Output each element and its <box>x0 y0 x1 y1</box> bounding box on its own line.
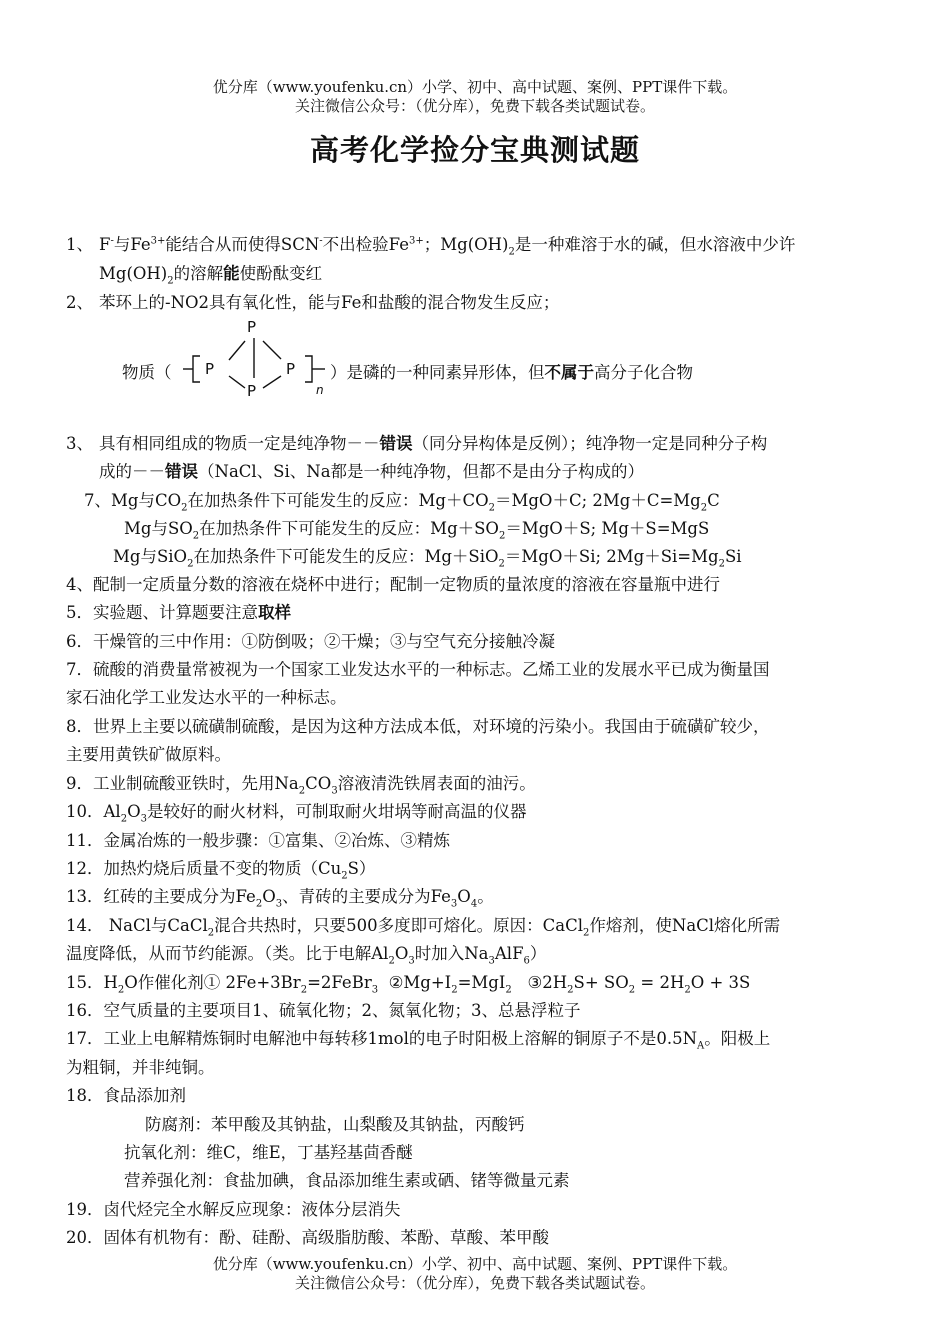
footer-line-2: 关注微信公众号：（优分库），免费下载各类试题试卷。 <box>294 1274 655 1292</box>
item-8-line-2: 主要用黄铁矿做原料。 <box>66 745 231 764</box>
item-14-line-1: 14． NaCl与CaCl$_2$混合共热时，只要500多度即可熔化。原因：CaCl$_2$作熔剂，使NaCl熔化所需 <box>66 916 781 939</box>
item-11: 11．金属冶炼的一般步骤：①富集、②冶炼、③精炼 <box>66 831 450 850</box>
item-2-text: 苯环上的-NO2具有氧化性，能与Fe和盐酸的混合物发生反应； <box>99 293 560 312</box>
item-7-so2: Mg与$SO_2$在加热条件下可能发生的反应：$Mg+SO_2=MgO+S$; Mg＋S=MgS <box>124 519 710 542</box>
item-12: 12．加热灼烧后质量不变的物质$(Cu_2S)$ <box>66 859 376 882</box>
item-7b-line-1: 7．硫酸的消费量常被视为一个国家工业发达水平的一种标志。乙烯工业的发展水平已成为衡量国 <box>66 660 770 679</box>
atom-p-bottom: P <box>247 382 257 398</box>
page-title: 高考化学捡分宝典测试题 <box>309 133 640 167</box>
item-9: 9．工业制硫酸亚铁时，先用$Na_2CO_3$溶液清洗铁屑表面的油污。 <box>66 774 536 797</box>
item-8-line-1: 8．世界上主要以硫磺制硫酸，是因为这种方法成本低，对环境的污染小。我国由于硫磺矿较少， <box>66 717 770 736</box>
item-1-line-2: $Mg(OH)_2$的溶解能使酚酞变红 <box>99 264 323 287</box>
item-13: 13．红砖的主要成分为$Fe_2O_3$、青砖的主要成分为$Fe_3O_4$。 <box>66 887 494 910</box>
repeat-unit-n: n <box>316 383 324 397</box>
item-17-line-2: 为粗铜，并非纯铜。 <box>66 1058 215 1077</box>
item-17-line-1: 17．工业上电解精炼铜时电解池中每转移1mol的电子时阳极上溶解的铜原子不是$0.5N_A$。阳极上 <box>66 1029 771 1052</box>
footer-line-1: 优分库（www.youfenku.cn）小学、初中、高中试题、案例、PPT课件下载。 <box>212 1255 738 1273</box>
item-16: 16．空气质量的主要项目1、硫氧化物；2、氮氧化物；3、总悬浮粒子 <box>66 1001 581 1020</box>
item-19: 19．卤代烃完全水解反应现象：液体分层消失 <box>66 1200 401 1219</box>
item-15: 15．$H_2O$作催化剂① $2Fe+3Br_2=2FeBr_3$ $②Mg+I_2=MgI_2$ $③2H_2S+ SO_2 = 2H_2O + 3S$ <box>66 973 751 996</box>
item-20: 20．固体有机物有：酚、硅酚、高级脂肪酸、苯酚、草酸、苯甲酸 <box>66 1228 549 1247</box>
item-1-line-1: F-与$Fe^{3+}$能结合从而使得SCN-不出检验$Fe^{3+}$；$Mg(OH)_2$是一种难溶于水的碱，但水溶液中少许 <box>99 235 796 258</box>
item-2-number: 2、 <box>66 293 93 312</box>
item-7-sio2: Mg与SiO$_2$在加热条件下可能发生的反应：Mg＋SiO$_2$＝MgO＋Si; $2Mg+Si=Mg_2Si$ <box>113 547 742 570</box>
item-3-number: 3、 <box>66 434 93 453</box>
item-10: 10．$Al_2O_3$是较好的耐火材料，可制取耐火坩埚等耐高温的仪器 <box>66 802 527 825</box>
item-14-line-2: 温度降低，从而节约能源。（类。比于电解$Al_2O_3$时加入$Na_3AlF_6$） <box>66 944 547 967</box>
item-5: 5．实验题、计算题要注意取样 <box>66 603 291 622</box>
header-line-2: 关注微信公众号：（优分库），免费下载各类试题试卷。 <box>294 97 655 115</box>
item-3-line-1: 具有相同组成的物质一定是纯净物－－错误（同分异构体是反例）；纯净物一定是同种分子构 <box>99 434 768 453</box>
item-18-title: 18．食品添加剂 <box>66 1086 186 1105</box>
item-18-preservatives: 防腐剂：苯甲酸及其钠盐，山梨酸及其钠盐，丙酸钙 <box>145 1115 525 1134</box>
substance-prefix: 物质（ <box>122 363 172 382</box>
item-18-antioxidants: 抗氧化剂：维C，维E，丁基羟基茴香醚 <box>124 1143 413 1162</box>
phosphorus-polymer-structure <box>183 316 343 398</box>
item-1-number: 1、 <box>66 235 93 254</box>
item-4: 4、配制一定质量分数的溶液在烧杯中进行；配制一定物质的量浓度的溶液在容量瓶中进行 <box>66 575 720 594</box>
header-line-1: 优分库（www.youfenku.cn）小学、初中、高中试题、案例、PPT课件下载。 <box>212 78 738 96</box>
atom-p-left: P <box>205 360 215 378</box>
atom-p-top: P <box>247 318 257 336</box>
item-3-line-2: 成的－－错误（NaCl、Si、Na都是一种纯净物，但都不是由分子构成的） <box>99 462 645 481</box>
item-7-co2: 7、Mg与$CO_2$在加热条件下可能发生的反应：$Mg+CO_2=MgO+C$; $2Mg+C=Mg_2C$ <box>84 491 720 514</box>
substance-description: ）是磷的一种同素异形体，但不属于高分子化合物 <box>330 363 693 382</box>
item-18-fortifiers: 营养强化剂：食盐加碘，食品添加维生素或硒、锗等微量元素 <box>124 1171 570 1190</box>
item-7b-line-2: 家石油化学工业发达水平的一种标志。 <box>66 688 347 707</box>
atom-p-right: P <box>286 360 296 378</box>
item-6: 6．干燥管的三中作用：①防倒吸；②干燥；③与空气充分接触冷凝 <box>66 632 555 651</box>
